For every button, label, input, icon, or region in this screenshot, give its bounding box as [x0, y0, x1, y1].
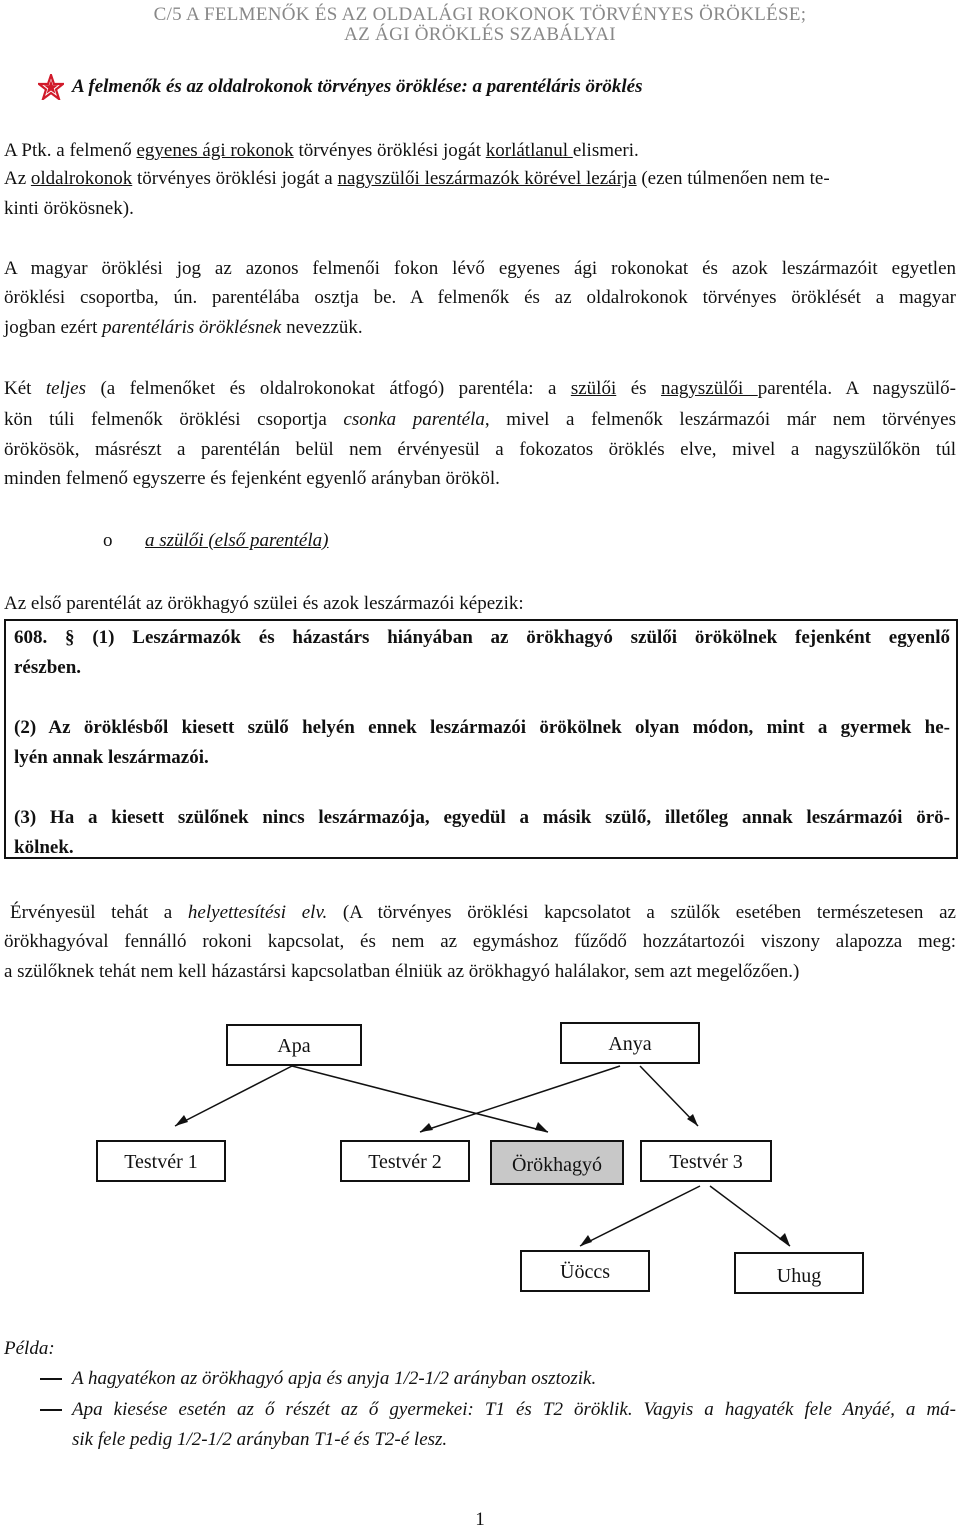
node-uoccs: Üöccs	[520, 1250, 650, 1292]
paragraph-3-line2: öröklési csoportba, ún. parentélába osztja be. A felmenők és az oldalrokonok törvényes öröklését a magyar	[4, 287, 956, 308]
law-section-1-line1: 608. § (1) Leszármazók és házastárs hiányában az örökhagyó szülői örökölnek fejenként egyenlő	[14, 627, 950, 648]
paragraph-2-line2: kinti örökösnek).	[4, 198, 134, 219]
paragraph-3-line1: A magyar öröklési jog az azonos felmenői fokon lévő egyenes ági rokonokat és azok leszármazóit egyetlen	[4, 258, 956, 279]
node-apa: Apa	[226, 1024, 362, 1066]
paragraph-4-line2: kön túli felmenők öröklési csoportja csonka parentéla, mivel a felmenők leszármazói már nem törvényes	[4, 409, 957, 430]
law-section-2-line2: lyén annak leszármazói.	[14, 747, 209, 768]
node-testver-1: Testvér 1	[96, 1140, 226, 1182]
paragraph-5-line3: a szülőknek tehát nem kell házastársi kapcsolatban élniük az örökhagyó halálakor, sem azt megelőzően.)	[4, 961, 800, 982]
dash-bullet	[40, 1378, 62, 1380]
paragraph-4-line3: örökösök, másrészt a parentélán belül nem érvényesül a fokozatos öröklés elve, mivel a nagyszülőkön túl	[4, 439, 956, 460]
running-header-line1: C/5 A FELMENŐK ÉS AZ OLDALÁGI ROKONOK TÖRVÉNYES ÖRÖKLÉSE;	[153, 4, 807, 25]
law-section-2-line1: (2) Az öröklésből kiesett szülő helyén ennek leszármazói örökölnek olyan módon, mint a gyermek he-	[14, 717, 950, 738]
node-testver-2: Testvér 2	[340, 1140, 470, 1182]
paragraph-2-line1: Az oldalrokonok törvényes öröklési jogát a nagyszülői leszármazók körével lezárja (ezen túlmenően nem te-	[4, 168, 830, 189]
example-item-2-line1: Apa kiesése esetén az ő részét az ő gyermekei: T1 és T2 öröklik. Vagyis a hagyaték fele Anyáé, a má-	[72, 1399, 956, 1420]
node-uhug: Uhug	[734, 1252, 864, 1294]
bullet-marker: o	[103, 530, 113, 551]
paragraph-5-line2: örökhagyóval fennálló rokoni kapcsolat, és nem az egymáshoz fűződő hozzátartozói viszony alapozza meg:	[4, 931, 956, 952]
node-testver-3: Testvér 3	[640, 1140, 772, 1182]
paragraph-1: A Ptk. a felmenő egyenes ági rokonok törvényes öröklési jogát korlátlanul elismeri.	[4, 140, 639, 161]
intro-line: Az első parentélát az örökhagyó szülei és azok leszármazói képezik:	[4, 593, 524, 614]
law-section-1-line2: részben.	[14, 657, 82, 678]
page-number: 1	[475, 1509, 485, 1528]
paragraph-4-line4: minden felmenő egyszerre és fejenként egyenlő arányban örököl.	[4, 468, 500, 489]
node-orokhagyo: Örökhagyó	[490, 1140, 624, 1185]
paragraph-5-line1: Érvényesül tehát a helyettesítési elv. (A törvényes öröklési kapcsolatot a szülők esetében természetesen az	[10, 902, 956, 923]
dash-bullet	[40, 1409, 62, 1411]
example-item-1: A hagyatékon az örökhagyó apja és anyja 1/2-1/2 arányban osztozik.	[72, 1368, 597, 1389]
running-header-line2: AZ ÁGI ÖRÖKLÉS SZABÁLYAI	[344, 24, 616, 45]
paragraph-3-line3: jogban ezért parentéláris öröklésnek nevezzük.	[4, 317, 363, 338]
law-section-3-line2: kölnek.	[14, 837, 74, 858]
section-title: A felmenők és az oldalrokonok törvényes öröklése: a parentéláris öröklés	[72, 76, 643, 97]
node-anya: Anya	[560, 1022, 700, 1064]
example-item-2-line2: sik fele pedig 1/2-1/2 arányban T1-é és T2-é lesz.	[72, 1429, 448, 1450]
paragraph-4-line1: Két teljes (a felmenőket és oldalrokonokat átfogó) parentéla: a szülői és nagyszülői parentéla. A nagyszülő-	[4, 378, 957, 399]
law-section-3-line1: (3) Ha a kiesett szülőnek nincs leszármazója, egyedül a másik szülő, illetőleg annak leszármazói örö-	[14, 807, 950, 828]
subsection-title: a szülői (első parentéla)	[145, 530, 329, 551]
example-label: Példa:	[4, 1338, 55, 1359]
